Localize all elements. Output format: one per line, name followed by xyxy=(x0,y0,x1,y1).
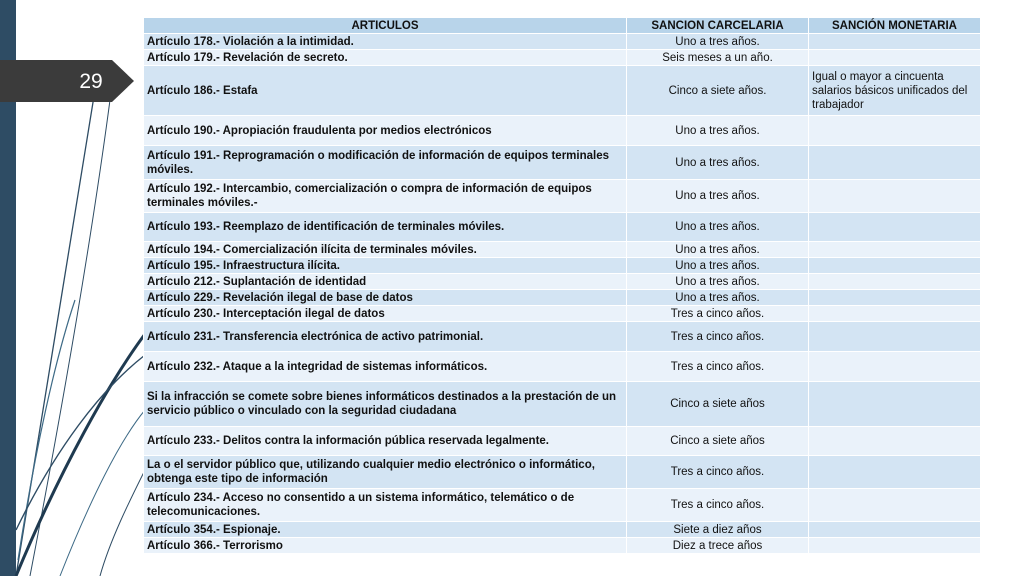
slide-number-tab xyxy=(0,60,134,102)
sancion-monetaria-cell xyxy=(809,213,981,242)
sancion-carcelaria-cell: Seis meses a un año. xyxy=(627,50,809,66)
sancion-carcelaria-cell: Cinco a siete años. xyxy=(627,66,809,116)
sancion-monetaria-cell xyxy=(809,382,981,427)
table-row xyxy=(144,66,981,116)
articulo-cell: La o el servidor público que, utilizando cualquier medio electrónico o informático, obtenga este tipo de información xyxy=(144,456,627,489)
table-row xyxy=(144,306,981,322)
articulo-cell: Artículo 193.- Reemplazo de identificación de terminales móviles. xyxy=(144,213,627,242)
articulo-cell: Artículo 194.- Comercialización ilícita de terminales móviles. xyxy=(144,242,627,258)
sancion-monetaria-cell xyxy=(809,50,981,66)
table-row xyxy=(144,146,981,180)
table-row xyxy=(144,427,981,456)
sancion-monetaria-cell xyxy=(809,290,981,306)
header-sancion-monetaria: SANCIÓN MONETARIA xyxy=(809,18,981,34)
articulo-cell: Artículo 178.- Violación a la intimidad. xyxy=(144,34,627,50)
sancion-carcelaria-cell: Uno a tres años. xyxy=(627,290,809,306)
articulo-cell: Artículo 191.- Reprogramación o modificación de información de equipos terminales móviles. xyxy=(144,146,627,180)
sancion-carcelaria-cell: Uno a tres años. xyxy=(627,258,809,274)
table-row xyxy=(144,116,981,146)
articulo-cell: Artículo 232.- Ataque a la integridad de sistemas informáticos. xyxy=(144,352,627,382)
table-row xyxy=(144,522,981,538)
sancion-monetaria-cell xyxy=(809,180,981,213)
sancion-carcelaria-cell: Uno a tres años. xyxy=(627,116,809,146)
sancion-carcelaria-cell: Tres a cinco años. xyxy=(627,306,809,322)
sancion-carcelaria-cell: Cinco a siete años xyxy=(627,427,809,456)
table-row xyxy=(144,352,981,382)
sancion-monetaria-cell xyxy=(809,258,981,274)
sancion-monetaria-cell xyxy=(809,274,981,290)
sancion-monetaria-cell xyxy=(809,352,981,382)
articulo-cell: Artículo 229.- Revelación ilegal de base de datos xyxy=(144,290,627,306)
slide-number: 29 xyxy=(79,70,103,93)
table-row xyxy=(144,50,981,66)
sancion-monetaria-cell xyxy=(809,242,981,258)
sancion-monetaria-cell xyxy=(809,456,981,489)
table-row xyxy=(144,538,981,554)
table-row xyxy=(144,290,981,306)
articulo-cell: Artículo 195.- Infraestructura ilícita. xyxy=(144,258,627,274)
sancion-carcelaria-cell: Tres a cinco años. xyxy=(627,322,809,352)
articulo-cell: Artículo 186.- Estafa xyxy=(144,66,627,116)
table-row xyxy=(144,213,981,242)
sancion-monetaria-cell xyxy=(809,34,981,50)
sancion-monetaria-cell: Igual o mayor a cincuenta salarios básicos unificados del trabajador xyxy=(809,66,981,116)
sancion-carcelaria-cell: Tres a cinco años. xyxy=(627,352,809,382)
sancion-carcelaria-cell: Siete a diez años xyxy=(627,522,809,538)
table-row xyxy=(144,489,981,522)
header-articulos: ARTICULOS xyxy=(144,18,627,34)
sancion-monetaria-cell xyxy=(809,116,981,146)
table-row xyxy=(144,274,981,290)
table-row xyxy=(144,382,981,427)
articulo-cell: Artículo 230.- Interceptación ilegal de datos xyxy=(144,306,627,322)
sancion-monetaria-cell xyxy=(809,538,981,554)
articulo-cell: Artículo 231.- Transferencia electrónica de activo patrimonial. xyxy=(144,322,627,352)
articulo-cell: Artículo 366.- Terrorismo xyxy=(144,538,627,554)
sancion-monetaria-cell xyxy=(809,489,981,522)
table-row xyxy=(144,322,981,352)
sancion-carcelaria-cell: Uno a tres años. xyxy=(627,146,809,180)
sancion-monetaria-cell xyxy=(809,322,981,352)
articulo-cell: Artículo 179.- Revelación de secreto. xyxy=(144,50,627,66)
articulo-cell: Artículo 192.- Intercambio, comercialización o compra de información de equipos terminales móviles.- xyxy=(144,180,627,213)
sancion-monetaria-cell xyxy=(809,427,981,456)
table-row xyxy=(144,242,981,258)
articulo-cell: Si la infracción se comete sobre bienes informáticos destinados a la prestación de un servicio público o vinculado con la seguridad ciudadana xyxy=(144,382,627,427)
articulo-cell: Artículo 234.- Acceso no consentido a un sistema informático, telemático o de telecomunicaciones. xyxy=(144,489,627,522)
sancion-carcelaria-cell: Uno a tres años. xyxy=(627,274,809,290)
sancion-carcelaria-cell: Uno a tres años. xyxy=(627,242,809,258)
sancion-monetaria-cell xyxy=(809,306,981,322)
sancion-carcelaria-cell: Tres a cinco años. xyxy=(627,456,809,489)
sancion-carcelaria-cell: Uno a tres años. xyxy=(627,180,809,213)
table-row xyxy=(144,180,981,213)
sancion-carcelaria-cell: Uno a tres años. xyxy=(627,213,809,242)
table-header-row xyxy=(144,18,981,34)
sancion-carcelaria-cell: Tres a cinco años. xyxy=(627,489,809,522)
sancion-carcelaria-cell: Diez a trece años xyxy=(627,538,809,554)
articulo-cell: Artículo 190.- Apropiación fraudulenta por medios electrónicos xyxy=(144,116,627,146)
sanctions-table xyxy=(143,17,981,554)
sancion-carcelaria-cell: Cinco a siete años xyxy=(627,382,809,427)
table-row xyxy=(144,34,981,50)
sancion-monetaria-cell xyxy=(809,146,981,180)
table-row xyxy=(144,456,981,489)
articulo-cell: Artículo 212.- Suplantación de identidad xyxy=(144,274,627,290)
header-sancion-carcelaria: SANCION CARCELARIA xyxy=(627,18,809,34)
articulo-cell: Artículo 233.- Delitos contra la información pública reservada legalmente. xyxy=(144,427,627,456)
table-row xyxy=(144,258,981,274)
sancion-monetaria-cell xyxy=(809,522,981,538)
articulo-cell: Artículo 354.- Espionaje. xyxy=(144,522,627,538)
sancion-carcelaria-cell: Uno a tres años. xyxy=(627,34,809,50)
